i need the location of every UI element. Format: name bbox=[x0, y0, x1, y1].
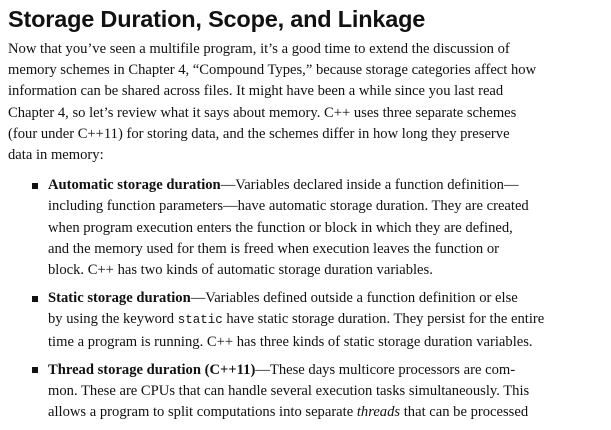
list-item-line: and the memory used for them is freed when execution leaves the function or bbox=[48, 240, 500, 257]
list-item-first-line bbox=[48, 288, 604, 309]
list-item-line bbox=[48, 402, 604, 423]
list-item-line: time a program is running. C++ has three kinds of static storage duration variables. bbox=[48, 333, 533, 350]
keyword-static: static bbox=[177, 313, 223, 328]
definition-text: that can be processed bbox=[400, 404, 529, 421]
intro-line: memory schemes in Chapter 4, “Compound Types,” because storage categories affect how bbox=[8, 62, 537, 79]
definition-text: by using the keyword bbox=[48, 311, 178, 328]
list-item-thread bbox=[8, 360, 604, 424]
list-item-static bbox=[8, 288, 604, 353]
intro-line: Chapter 4, so let’s review what it says about memory. C++ uses three separate schemes bbox=[8, 104, 517, 121]
term-automatic: Automatic storage duration bbox=[48, 177, 221, 194]
intro-paragraph bbox=[8, 39, 604, 166]
list-item-line: mon. These are CPUs that can handle several execution tasks simultaneously. This bbox=[48, 383, 530, 400]
definition-text: —Variables defined outside a function definition or else bbox=[190, 290, 518, 307]
list-item-first-line bbox=[48, 360, 604, 381]
definition-text: have static storage duration. They persist for the entire bbox=[222, 311, 545, 328]
list-item-line: block. C++ has two kinds of automatic storage duration variables. bbox=[48, 262, 433, 279]
definition-text: —Variables declared inside a function definition— bbox=[220, 177, 519, 194]
intro-line: Now that you’ve seen a multifile program, it’s a good time to extend the discussion of bbox=[8, 41, 510, 57]
section-heading: Storage Duration, Scope, and Linkage bbox=[8, 6, 426, 32]
bullet-square-icon bbox=[32, 183, 38, 189]
emphasis-threads: threads bbox=[356, 404, 401, 421]
list-item-line: when program execution enters the function or block in which they are defined, bbox=[48, 219, 513, 236]
intro-line: information can be shared across files. It might have been a while since you last read bbox=[8, 83, 504, 100]
list-item-line bbox=[48, 309, 604, 331]
intro-line: data in memory: bbox=[8, 147, 104, 164]
list-item-first-line bbox=[48, 175, 604, 196]
list-item-line: including function parameters—have automatic storage duration. They are created bbox=[48, 198, 529, 215]
term-thread: Thread storage duration (C++11) bbox=[48, 361, 256, 378]
list-item-automatic bbox=[8, 175, 604, 281]
term-static: Static storage duration bbox=[48, 290, 191, 307]
bullet-square-icon bbox=[32, 367, 38, 373]
definition-text: —These days multicore processors are com- bbox=[255, 361, 516, 378]
bullet-square-icon bbox=[32, 296, 38, 302]
storage-duration-list bbox=[8, 175, 604, 423]
definition-text: allows a program to split computations into separate bbox=[48, 404, 357, 421]
page bbox=[8, 4, 604, 430]
intro-line: (four under C++11) for storing data, and the schemes differ in how long they preserve bbox=[8, 125, 510, 142]
